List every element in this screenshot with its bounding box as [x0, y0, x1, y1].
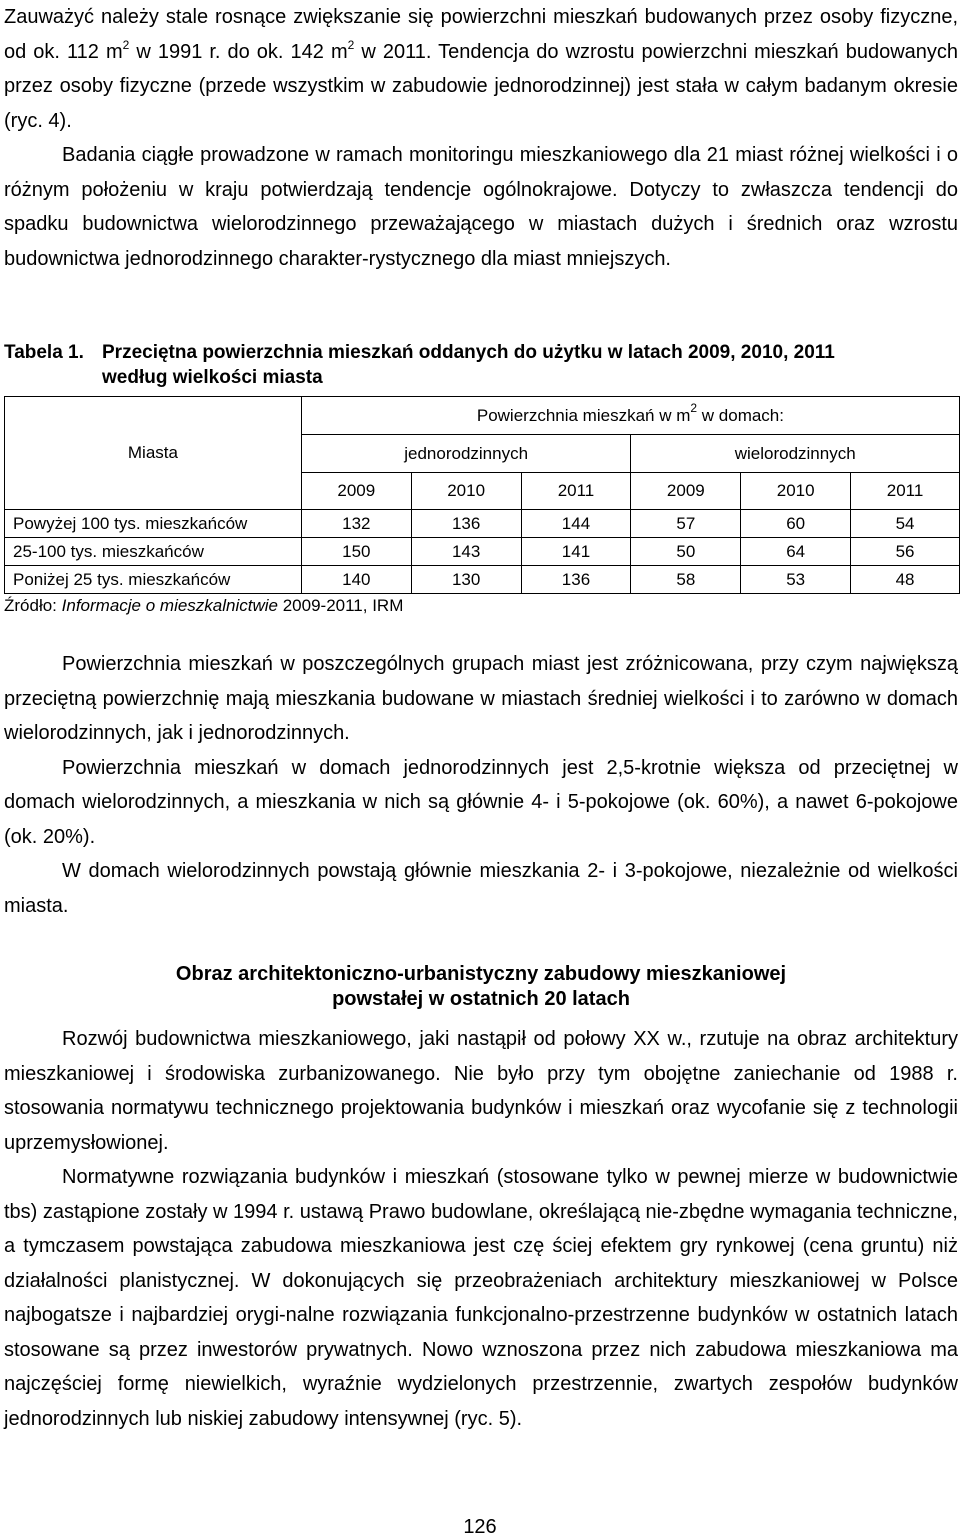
header-area [301, 397, 959, 435]
section-heading-line2: powstałej w ostatnich 20 latach [332, 988, 630, 1010]
table-source [4, 596, 403, 616]
header-city: Miasta [5, 397, 302, 510]
table-cell: 150 [301, 538, 411, 566]
section-paragraph-1: Rozwój budownictwa mieszkaniowego, jaki nastąpił od połowy XX w., rzutuje na obraz architektury mieszkaniowej i środowiska zurbanizowanego. Nie było przy tym obojętne zaniechanie od 1988 r. stosowania normatywu technicznego projektowania budynków i mieszkań oraz wycofanie się z technologii uprzemysłowionej. [4, 1028, 958, 1154]
table-cell: 136 [411, 510, 521, 538]
header-year: 2010 [741, 473, 851, 510]
table-cell: 60 [741, 510, 851, 538]
superscript: 2 [122, 37, 130, 52]
table-cell: 54 [851, 510, 960, 538]
superscript: 2 [690, 400, 698, 415]
header-area-prefix: Powierzchnia mieszkań w m [476, 405, 691, 425]
header-multi-family: wielorodzinnych [631, 435, 960, 473]
table-cell: 140 [301, 566, 411, 594]
table-cell: 141 [521, 538, 631, 566]
table-caption-label: Tabela 1. [4, 342, 84, 363]
table-cell: 50 [631, 538, 741, 566]
intro-paragraph-1 [4, 0, 958, 138]
header-single-family: jednorodzinnych [301, 435, 631, 473]
header-year: 2009 [301, 473, 411, 510]
table-cell: 143 [411, 538, 521, 566]
header-year: 2011 [521, 473, 631, 510]
table-row [5, 510, 960, 538]
analysis-paragraph-2: Powierzchnia mieszkań w domach jednorodzinnych jest 2,5-krotnie większa od przeciętnej w domach wielorodzinnych, a mieszkania w nich są głównie 4- i 5-pokojowe (ok. 60%), a nawet 6-pokojowe (ok. 20%). [4, 756, 958, 848]
section-heading [4, 962, 958, 1012]
table-cell: 56 [851, 538, 960, 566]
table-cell: 132 [301, 510, 411, 538]
source-prefix: Źródło: [4, 596, 62, 615]
table-cell: 144 [521, 510, 631, 538]
source-title: Informacje o mieszkalnictwie [61, 596, 278, 615]
table-cell: 48 [851, 566, 960, 594]
intro-text [4, 0, 958, 276]
header-area-suffix: w domach: [697, 405, 784, 425]
intro-p1-part1: Zauważyć należy stale rosnące zwiększanie się powierzchni mieszkań budowanych przez osoby fizyczne, od ok. 112 m [4, 6, 958, 63]
analysis-text [4, 647, 958, 923]
table-cell: 130 [411, 566, 521, 594]
header-year: 2010 [411, 473, 521, 510]
header-year: 2011 [851, 473, 960, 510]
intro-p1-part3: w 2011. Tendencja do wzrostu powierzchni mieszkań budowanych przez osoby fizyczne (przede wszystkim w zabudowie jednorodzinnej) jest stała w całym badanym okresie (ryc. 4). [4, 40, 959, 132]
intro-p1-part2: w 1991 r. do ok. 142 m [129, 40, 348, 63]
table-caption-text: Przeciętna powierzchnia mieszkań oddanych do użytku w latach 2009, 2010, 2011 [102, 342, 835, 363]
table-cell: 64 [741, 538, 851, 566]
row-city: Powyżej 100 tys. mieszkańców [5, 510, 302, 538]
table-cell: 57 [631, 510, 741, 538]
table-row [5, 566, 960, 594]
table-cell: 58 [631, 566, 741, 594]
row-city: Poniżej 25 tys. mieszkańców [5, 566, 302, 594]
section-text [4, 1022, 958, 1436]
row-city: 25-100 tys. mieszkańców [5, 538, 302, 566]
header-year: 2009 [631, 473, 741, 510]
table-caption-line2: według wielkości miasta [102, 367, 323, 388]
section-heading-line1: Obraz architektoniczno-urbanistyczny zabudowy mieszkaniowej [175, 963, 787, 985]
table-caption [4, 340, 958, 390]
table-cell: 136 [521, 566, 631, 594]
table-caption-line1 [4, 340, 958, 365]
intro-paragraph-2: Badania ciągłe prowadzone w ramach monitoringu mieszkaniowego dla 21 miast różnej wielkości i o różnym położeniu w kraju potwierdzają tendencje ogólnokrajowe. Dotyczy to zwłaszcza tendencji do spadku budownictwa wielorodzinnego przeważającego w miastach dużych i średnich oraz wzrostu budownictwa jednorodzinnego charakter-rystycznego dla miast mniejszych. [4, 144, 958, 270]
superscript: 2 [347, 37, 355, 52]
data-table [4, 396, 960, 594]
table-row [5, 538, 960, 566]
table-cell: 53 [741, 566, 851, 594]
analysis-paragraph-3: W domach wielorodzinnych powstają głównie mieszkania 2- i 3-pokojowe, niezależnie od wielkości miasta. [4, 860, 958, 917]
section-paragraph-2: Normatywne rozwiązania budynków i mieszkań (stosowane tylko w pewnej mierze w budownictwie tbs) zastąpione zostały w 1994 r. ustawą Prawo budowlane, określającą nie-zbędne wymagania techniczne, a tymczasem powstająca zabudowa mieszkaniowa jest czę ściej efektem gry rynkowej (cena gruntu) niż działalności planistycznej. W dokonujących się przeobrażeniach architektury mieszkaniowej w Polsce najbogatsze i najbardziej orygi-nalne rozwiązania funkcjonalno-przestrzenne budynków w ostatnich latach stosowane są przez inwestorów prywatnych. Nowo wznoszona przez nich zabudowa mieszkaniowa ma najczęściej formę niewielkich, wyraźnie wydzielonych przestrzennie, zwartych zespołów budynków jednorodzinnych lub niskiej zabudowy intensywnej (ryc. 5). [4, 1166, 958, 1430]
page-number: 126 [463, 1516, 497, 1538]
analysis-paragraph-1: Powierzchnia mieszkań w poszczególnych grupach miast jest zróżnicowana, przy czym największą przeciętną powierzchnię mają mieszkania budowane w miastach średniej wielkości i to zarówno w domach wielorodzinnych, jak i jednorodzinnych. [4, 653, 958, 744]
source-suffix: 2009-2011, IRM [278, 596, 404, 615]
